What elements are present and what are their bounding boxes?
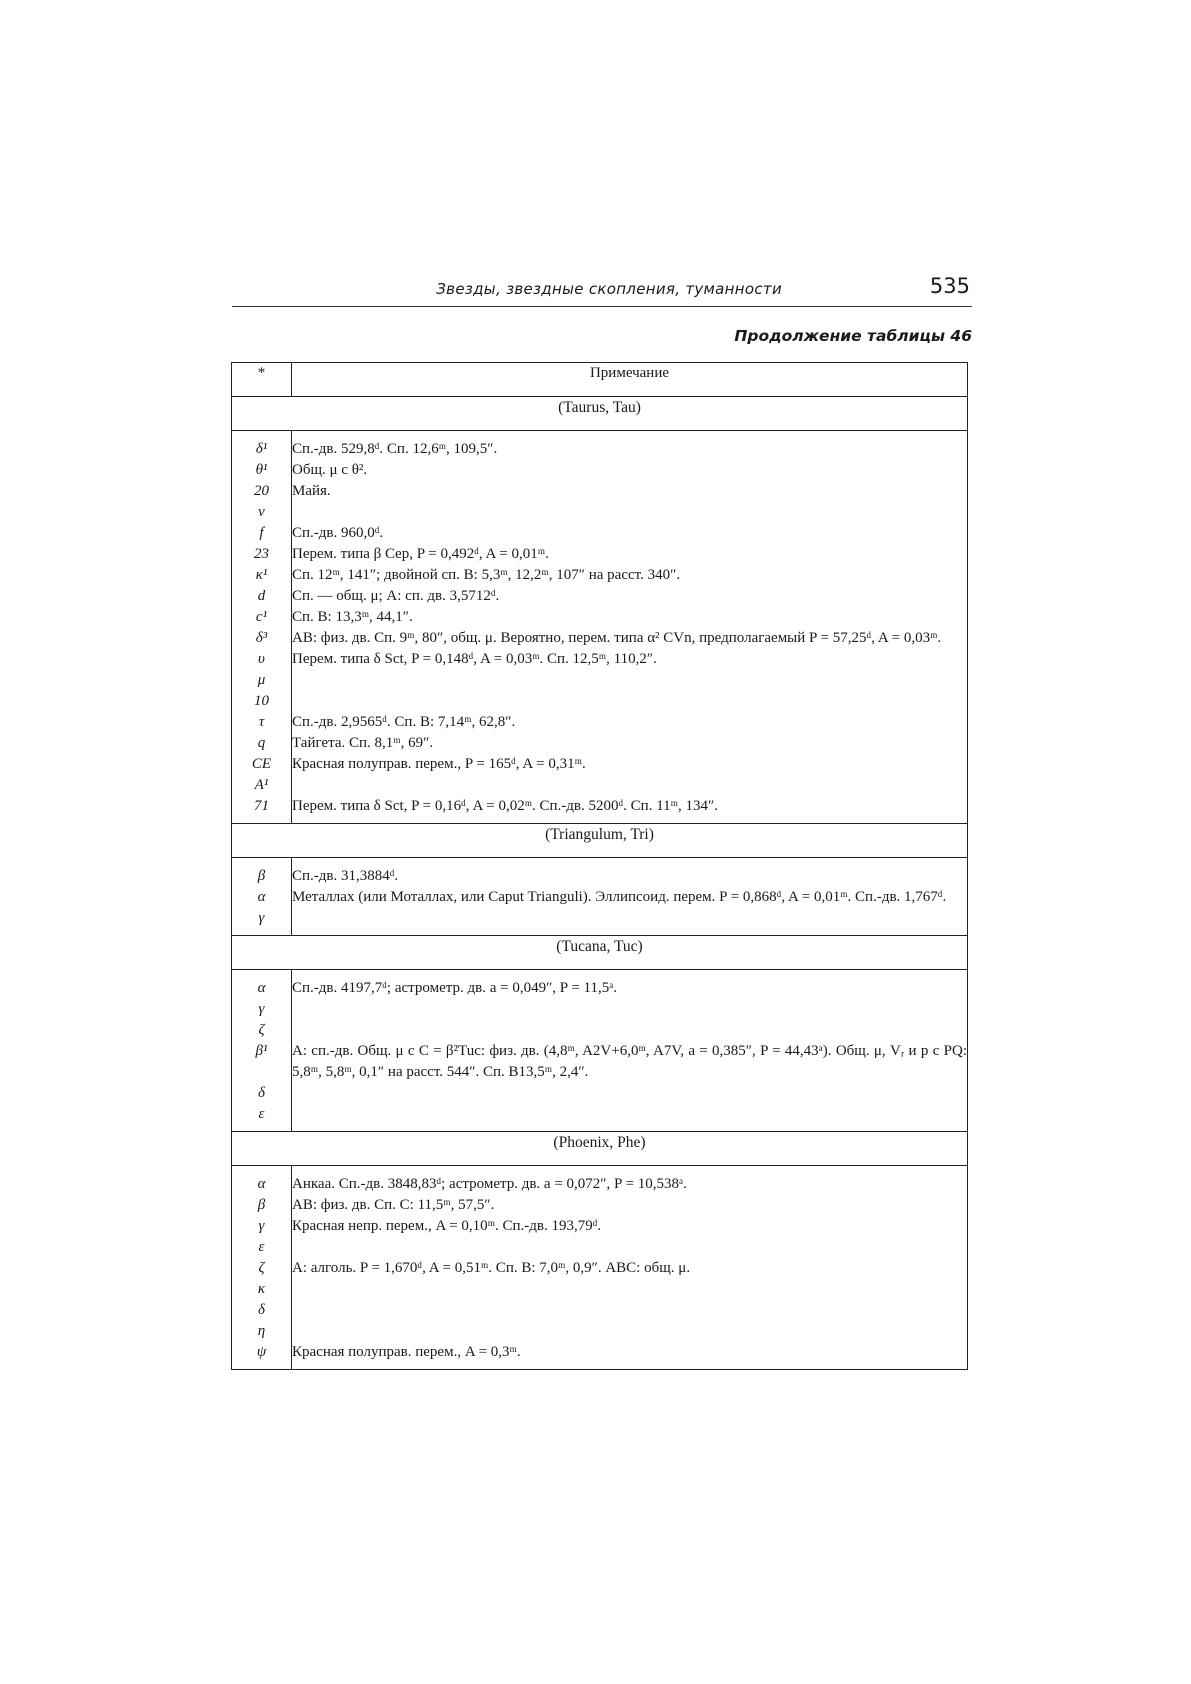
star-designation: τ — [232, 712, 292, 733]
star-designation: α — [232, 887, 292, 908]
constellation-name: (Triangulum, Tri) — [232, 824, 968, 858]
table-row — [232, 733, 968, 754]
star-note — [292, 1279, 968, 1300]
constellation-name: (Tucana, Tuc) — [232, 936, 968, 970]
star-designation: α — [232, 970, 292, 1000]
column-header-star: * — [232, 363, 292, 397]
star-note — [292, 775, 968, 796]
star-designation: υ — [232, 649, 292, 670]
table-row — [232, 1258, 968, 1279]
constellation-name: (Phoenix, Phe) — [232, 1132, 968, 1166]
star-note — [292, 1104, 968, 1132]
star-designation: κ¹ — [232, 565, 292, 586]
star-designation: 20 — [232, 481, 292, 502]
star-note: Сп.-дв. 31,3884ᵈ. — [292, 858, 968, 888]
star-note — [292, 1020, 968, 1041]
star-note — [292, 691, 968, 712]
star-note: Красная непр. перем., A = 0,10ᵐ. Сп.-дв. 193,79ᵈ. — [292, 1216, 968, 1237]
star-designation: κ — [232, 1279, 292, 1300]
star-note: Анкаа. Сп.-дв. 3848,83ᵈ; астрометр. дв. a = 0,072″, P = 10,538ᵃ. — [292, 1166, 968, 1196]
star-designation: μ — [232, 670, 292, 691]
star-designation: d — [232, 586, 292, 607]
star-note: А: сп.-дв. Общ. μ с С = β²Tuc: физ. дв. (4,8ᵐ, A2V+6,0ᵐ, A7V, a = 0,385″, P = 44,43ᵃ). Общ. μ, Vᵣ и p с PQ: 5,8ᵐ, 5,8ᵐ, 0,1″ на расст. 544″. Сп. В13,5ᵐ, 2,4″. — [292, 1041, 968, 1083]
star-designation: c¹ — [232, 607, 292, 628]
star-note: Сп. 12ᵐ, 141″; двойной сп. В: 5,3ᵐ, 12,2ᵐ, 107″ на расст. 340″. — [292, 565, 968, 586]
table-row — [232, 1342, 968, 1370]
table-row — [232, 649, 968, 670]
table-row — [232, 1083, 968, 1104]
star-designation: ν — [232, 502, 292, 523]
star-designation: δ³ — [232, 628, 292, 649]
star-designation: γ — [232, 999, 292, 1020]
table-row — [232, 712, 968, 733]
table-row — [232, 1041, 968, 1083]
table-row — [232, 887, 968, 908]
star-note — [292, 1237, 968, 1258]
star-designation: δ¹ — [232, 431, 292, 461]
star-designation: ε — [232, 1104, 292, 1132]
table-row — [232, 1237, 968, 1258]
constellation-name: (Taurus, Tau) — [232, 397, 968, 431]
table-row — [232, 523, 968, 544]
table-row — [232, 1166, 968, 1196]
star-designation: η — [232, 1321, 292, 1342]
star-note — [292, 908, 968, 936]
star-note: Сп.-дв. 529,8ᵈ. Сп. 12,6ᵐ, 109,5″. — [292, 431, 968, 461]
star-note: Тайгета. Сп. 8,1ᵐ, 69″. — [292, 733, 968, 754]
table-row — [232, 431, 968, 461]
star-note — [292, 502, 968, 523]
column-header-note: Примечание — [292, 363, 968, 397]
star-note: АВ: физ. дв. Сп. 9ᵐ, 80″, общ. μ. Вероятно, перем. типа α² CVn, предполагаемый P = 57,25ᵈ, A = 0,03ᵐ. — [292, 628, 968, 649]
constellation-header-row — [232, 1132, 968, 1166]
star-designation: γ — [232, 908, 292, 936]
star-designation: A¹ — [232, 775, 292, 796]
star-designation: ε — [232, 1237, 292, 1258]
star-designation: β¹ — [232, 1041, 292, 1083]
running-head — [232, 272, 972, 307]
table-row — [232, 586, 968, 607]
star-note: АВ: физ. дв. Сп. С: 11,5ᵐ, 57,5″. — [292, 1195, 968, 1216]
star-note — [292, 1321, 968, 1342]
table-row — [232, 502, 968, 523]
table-row — [232, 1300, 968, 1321]
star-note: Сп.-дв. 2,9565ᵈ. Сп. В: 7,14ᵐ, 62,8″. — [292, 712, 968, 733]
star-note: Металлах (или Моталлах, или Caput Trianguli). Эллипсоид. перем. P = 0,868ᵈ, A = 0,01ᵐ. Сп.-дв. 1,767ᵈ. — [292, 887, 968, 908]
constellation-header-row — [232, 936, 968, 970]
star-designation: α — [232, 1166, 292, 1196]
constellation-header-row — [232, 824, 968, 858]
page-number: 535 — [929, 274, 970, 298]
star-note: Перем. типа β Cep, P = 0,492ᵈ, A = 0,01ᵐ. — [292, 544, 968, 565]
table-row — [232, 754, 968, 775]
star-note — [292, 999, 968, 1020]
table-row — [232, 691, 968, 712]
star-designation: γ — [232, 1216, 292, 1237]
star-note — [292, 1300, 968, 1321]
table-row — [232, 607, 968, 628]
star-designation: δ — [232, 1300, 292, 1321]
table-row — [232, 481, 968, 502]
table-row — [232, 908, 968, 936]
star-designation: θ¹ — [232, 460, 292, 481]
star-designation: CE — [232, 754, 292, 775]
star-designation: 10 — [232, 691, 292, 712]
running-title: Звезды, звездные скопления, туманности — [436, 280, 782, 298]
star-note: Сп.-дв. 960,0ᵈ. — [292, 523, 968, 544]
table-row — [232, 1020, 968, 1041]
star-designation: 23 — [232, 544, 292, 565]
star-note: А: алголь. P = 1,670ᵈ, A = 0,51ᵐ. Сп. В: 7,0ᵐ, 0,9″. АВС: общ. μ. — [292, 1258, 968, 1279]
stars-notes-table — [231, 362, 968, 1370]
star-note — [292, 1083, 968, 1104]
constellation-header-row — [232, 397, 968, 431]
star-designation: δ — [232, 1083, 292, 1104]
star-note: Красная полуправ. перем., P = 165ᵈ, A = 0,31ᵐ. — [292, 754, 968, 775]
table-continuation-label: Продолжение таблицы 46 — [734, 327, 972, 345]
table-row — [232, 858, 968, 888]
table-row — [232, 796, 968, 824]
star-note: Перем. типа δ Sct, P = 0,16ᵈ, A = 0,02ᵐ. Сп.-дв. 5200ᵈ. Сп. 11ᵐ, 134″. — [292, 796, 968, 824]
table-row — [232, 460, 968, 481]
star-designation: β — [232, 858, 292, 888]
table-header-row — [232, 363, 968, 397]
star-note: Сп. В: 13,3ᵐ, 44,1″. — [292, 607, 968, 628]
star-designation: ψ — [232, 1342, 292, 1370]
table-row — [232, 670, 968, 691]
star-note: Красная полуправ. перем., A = 0,3ᵐ. — [292, 1342, 968, 1370]
star-note: Перем. типа δ Sct, P = 0,148ᵈ, A = 0,03ᵐ. Сп. 12,5ᵐ, 110,2″. — [292, 649, 968, 670]
table-row — [232, 775, 968, 796]
star-note: Общ. μ с θ². — [292, 460, 968, 481]
table-row — [232, 565, 968, 586]
star-note — [292, 670, 968, 691]
star-designation: 71 — [232, 796, 292, 824]
table-row — [232, 1216, 968, 1237]
table-row — [232, 628, 968, 649]
star-designation: ζ — [232, 1258, 292, 1279]
table-row — [232, 1321, 968, 1342]
star-note: Сп.-дв. 4197,7ᵈ; астрометр. дв. a = 0,049″, P = 11,5ᵃ. — [292, 970, 968, 1000]
star-designation: f — [232, 523, 292, 544]
table-row — [232, 1279, 968, 1300]
table-row — [232, 544, 968, 565]
star-designation: ζ — [232, 1020, 292, 1041]
star-note: Майя. — [292, 481, 968, 502]
table-row — [232, 999, 968, 1020]
table-row — [232, 970, 968, 1000]
star-designation: q — [232, 733, 292, 754]
star-note: Сп. — общ. μ; А: сп. дв. 3,5712ᵈ. — [292, 586, 968, 607]
table-row — [232, 1195, 968, 1216]
table-row — [232, 1104, 968, 1132]
star-designation: β — [232, 1195, 292, 1216]
